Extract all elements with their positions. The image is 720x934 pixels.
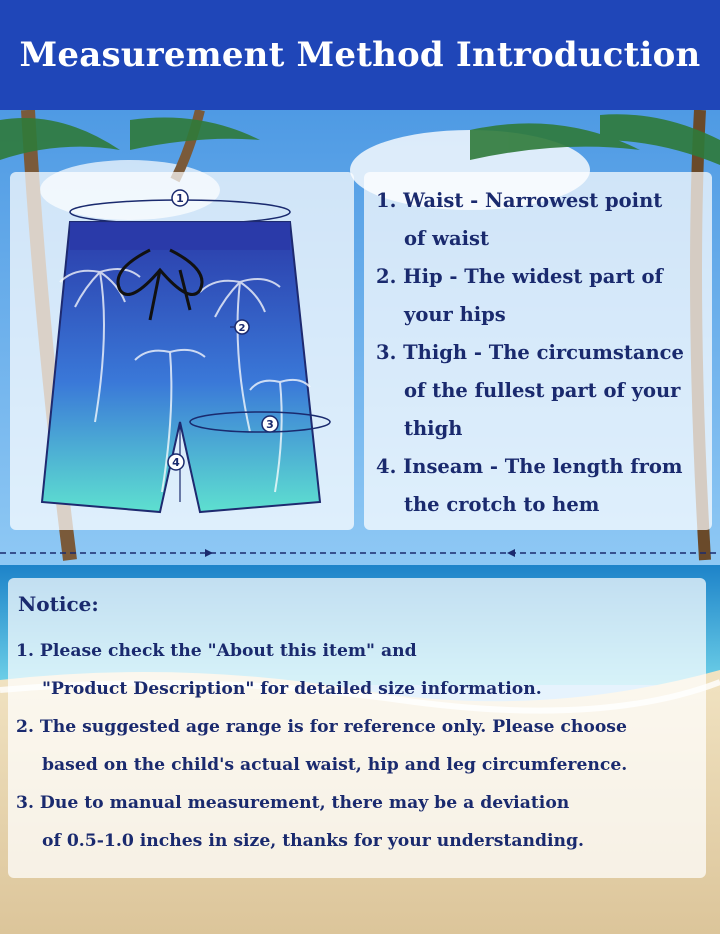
steps-panel [364,172,712,530]
marker-4 [168,454,184,470]
notice-list [16,632,706,860]
notice-title: Notice: [18,592,99,616]
header-banner [0,0,720,110]
swim-shorts-diagram [30,182,340,522]
page-title: Measurement Method Introduction [19,35,701,75]
marker-3 [262,416,278,432]
dashed-divider [0,546,720,560]
marker-1 [172,190,188,206]
svg-text:1: 1 [176,192,184,205]
notice-item: 2. The suggested age range is for reference only. Please choose based on the child's actual waist, hip and leg circumference. [16,717,628,775]
svg-text:3: 3 [266,418,274,431]
step-thigh: 3. Thigh - The circumstance of the fullest part of your thigh [376,341,684,440]
marker-2 [235,320,249,334]
step-hip: 2. Hip - The widest part of your hips [376,265,663,326]
step-waist: 1. Waist - Narrowest point of waist [376,189,663,250]
step-inseam: 4. Inseam - The length from the crotch to hem [376,455,683,516]
measurement-steps [364,172,712,524]
svg-text:2: 2 [238,323,246,334]
svg-text:4: 4 [172,456,180,469]
notice-item: 1. Please check the "About this item" and "Product Description" for detailed size information. [16,641,542,699]
notice-item: 3. Due to manual measurement, there may be a deviation of 0.5-1.0 inches in size, thanks for your understanding. [16,793,585,851]
notice-panel [8,578,706,878]
